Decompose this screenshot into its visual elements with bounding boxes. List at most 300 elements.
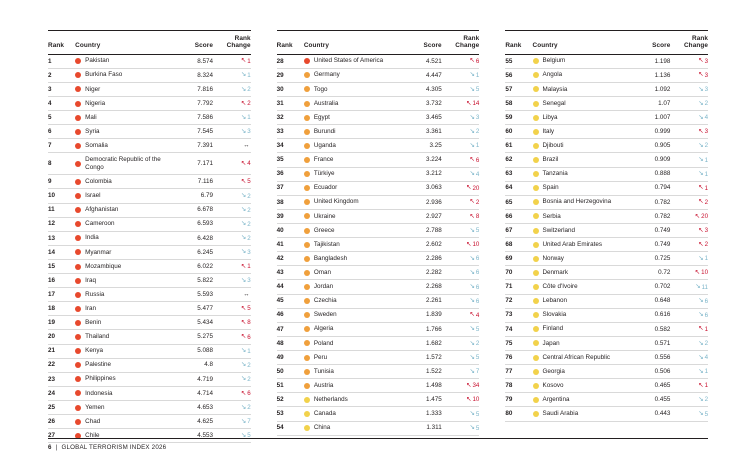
rank-change-value: 10: [472, 241, 480, 249]
cell-rank-change: [442, 195, 480, 209]
cell-score: 0.616: [629, 308, 671, 322]
column-header-rank-change: Rank Change: [442, 31, 480, 55]
rank-change-up-icon: [241, 160, 251, 167]
rank-change-down-icon: [470, 255, 480, 262]
cell-country: [304, 379, 400, 393]
threat-level-dot-icon: [533, 72, 539, 78]
rank-change-down-icon: [698, 396, 708, 403]
cell-country: [304, 209, 400, 223]
cell-rank-change: [442, 252, 480, 266]
cell-country: [75, 68, 171, 82]
threat-level-dot-icon: [75, 264, 81, 270]
cell-rank-change: [213, 189, 251, 203]
country-cell: [533, 297, 629, 305]
cell-rank: 52: [277, 393, 304, 407]
threat-level-dot-icon: [304, 171, 310, 177]
country-cell: [75, 404, 171, 412]
rank-change-up-icon: [241, 58, 251, 65]
rank-change-down-icon: [698, 114, 708, 121]
cell-score: 0.702: [629, 280, 671, 294]
cell-rank: 48: [277, 336, 304, 350]
country-cell: [533, 198, 629, 206]
cell-score: 6.678: [171, 203, 213, 217]
country-name: United Kingdom: [313, 198, 359, 206]
cell-rank: 59: [505, 111, 532, 125]
cell-score: 0.909: [629, 153, 671, 167]
table-row: [48, 401, 251, 415]
cell-score: 1.498: [400, 379, 442, 393]
rank-change-value: 6: [704, 297, 709, 305]
arrow-icon: ↖: [466, 99, 472, 107]
cell-country: [304, 54, 400, 68]
cell-country: [533, 308, 629, 322]
threat-level-dot-icon: [75, 193, 81, 199]
cell-score: 0.506: [629, 365, 671, 379]
country-cell: [75, 375, 171, 383]
threat-level-dot-icon: [75, 115, 81, 121]
country-cell: [533, 170, 629, 178]
cell-rank-change: [213, 316, 251, 330]
cell-country: [75, 415, 171, 429]
rank-change-down-icon: [698, 340, 708, 347]
country-cell: [533, 368, 629, 376]
cell-country: [304, 308, 400, 322]
cell-country: [304, 351, 400, 365]
cell-rank: 78: [505, 379, 532, 393]
country-cell: [304, 255, 400, 263]
country-cell: [533, 128, 629, 136]
cell-rank: 27: [48, 429, 75, 443]
rank-change-down-icon: [698, 368, 708, 375]
cell-rank: 26: [48, 415, 75, 429]
cell-rank: 49: [277, 351, 304, 365]
threat-level-dot-icon: [75, 362, 81, 368]
country-name: Australia: [313, 99, 339, 107]
cell-country: [533, 54, 629, 68]
country-name: Philippines: [85, 375, 116, 383]
table-row: [48, 111, 251, 125]
cell-country: [533, 139, 629, 153]
country-name: Slovakia: [542, 311, 567, 319]
threat-level-dot-icon: [304, 355, 310, 361]
rank-change-down-icon: [470, 425, 480, 432]
rank-change-value: 5: [475, 86, 480, 94]
table-row: [277, 238, 480, 252]
cell-rank: 32: [277, 111, 304, 125]
arrow-icon: ↖: [240, 99, 247, 107]
table-row: [277, 336, 480, 350]
cell-rank: 41: [277, 238, 304, 252]
cell-rank-change: [213, 302, 251, 316]
cell-rank-change: [670, 351, 708, 365]
arrow-icon: ↘: [698, 353, 704, 361]
country-cell: [533, 213, 629, 221]
cell-rank-change: [213, 344, 251, 358]
threat-level-dot-icon: [75, 235, 81, 241]
country-cell: [304, 283, 400, 291]
rank-change-up-icon: [241, 319, 251, 326]
cell-country: [533, 153, 629, 167]
country-name: United States of America: [313, 57, 384, 65]
table-row: [48, 68, 251, 82]
arrow-icon: ↖: [698, 240, 704, 248]
country-name: Nigeria: [85, 99, 106, 107]
rank-change-up-icon: [466, 241, 479, 248]
cell-score: 3.063: [400, 181, 442, 195]
rank-change-value: 2: [475, 128, 480, 136]
country-name: Benin: [85, 318, 102, 326]
cell-rank-change: [670, 125, 708, 139]
arrow-icon: ↘: [240, 361, 247, 369]
country-cell: [304, 128, 400, 136]
cell-rank-change: [442, 82, 480, 96]
country-name: Serbia: [542, 212, 561, 220]
rank-change-value: 1: [475, 142, 480, 150]
column-header-country: Country: [533, 31, 629, 55]
threat-level-dot-icon: [304, 397, 310, 403]
cell-score: 4.305: [400, 82, 442, 96]
rank-change-down-icon: [241, 376, 251, 383]
cell-rank-change: [213, 68, 251, 82]
country-cell: [75, 347, 171, 355]
rank-change-value: 3: [475, 114, 480, 122]
cell-country: [75, 358, 171, 372]
arrow-icon: ↘: [240, 276, 247, 284]
table-row: [48, 274, 251, 288]
rank-change-up-icon: [698, 58, 708, 65]
cell-rank: 63: [505, 167, 532, 181]
country-name: Colombia: [85, 177, 112, 185]
arrow-icon: ↖: [466, 184, 472, 192]
cell-country: [75, 189, 171, 203]
threat-level-dot-icon: [304, 425, 310, 431]
rank-change-value: 1: [247, 263, 251, 271]
cell-rank: 22: [48, 358, 75, 372]
rank-change-down-icon: [241, 418, 251, 425]
rank-change-value: 3: [704, 227, 709, 235]
rank-change-value: 5: [475, 325, 480, 333]
cell-rank: 5: [48, 111, 75, 125]
cell-rank-change: [442, 111, 480, 125]
country-cell: [75, 192, 171, 200]
country-cell: [304, 396, 400, 404]
cell-country: [304, 139, 400, 153]
cell-score: 0.749: [629, 238, 671, 252]
cell-score: 4.8: [171, 358, 213, 372]
cell-country: [533, 111, 629, 125]
rank-change-value: 2: [704, 142, 709, 150]
rank-change-down-icon: [470, 142, 480, 149]
threat-level-dot-icon: [533, 171, 539, 177]
cell-rank-change: [670, 294, 708, 308]
arrow-icon: ↖: [698, 57, 704, 65]
rank-change-value: 3: [247, 248, 251, 256]
threat-level-dot-icon: [75, 207, 81, 213]
rank-change-value: 4: [704, 354, 709, 362]
cell-country: [533, 181, 629, 195]
threat-level-dot-icon: [75, 161, 81, 167]
rank-change-value: 8: [247, 319, 251, 327]
arrow-icon: ↖: [240, 304, 247, 312]
table-row: [505, 280, 708, 294]
cell-score: 6.428: [171, 231, 213, 245]
country-name: Oman: [313, 268, 331, 276]
country-cell: [533, 57, 629, 65]
country-name: Algeria: [313, 325, 334, 333]
cell-rank: 64: [505, 181, 532, 195]
rank-change-value: 20: [701, 213, 709, 220]
country-cell: [75, 71, 171, 79]
cell-country: [533, 97, 629, 111]
country-name: Togo: [313, 85, 328, 93]
cell-rank: 51: [277, 379, 304, 393]
table-row: [48, 372, 251, 386]
cell-country: [304, 181, 400, 195]
arrow-icon: ↘: [469, 268, 475, 276]
footer-page-number: 6: [48, 444, 52, 451]
cell-rank: 24: [48, 386, 75, 400]
threat-level-dot-icon: [304, 72, 310, 78]
cell-rank-change: [442, 308, 480, 322]
arrow-icon: ↘: [698, 311, 704, 319]
cell-country: [533, 280, 629, 294]
threat-level-dot-icon: [533, 411, 539, 417]
rank-change-up-icon: [241, 390, 251, 397]
threat-level-dot-icon: [304, 143, 310, 149]
rank-change-up-icon: [466, 185, 479, 192]
cell-country: [75, 203, 171, 217]
rank-change-up-icon: [470, 312, 480, 319]
threat-level-dot-icon: [75, 348, 81, 354]
rank-change-down-icon: [698, 354, 708, 361]
cell-country: [75, 82, 171, 96]
cell-rank: 11: [48, 203, 75, 217]
cell-score: 6.245: [171, 245, 213, 259]
country-cell: [304, 354, 400, 362]
threat-level-dot-icon: [533, 312, 539, 318]
cell-rank-change: [442, 125, 480, 139]
cell-rank: 44: [277, 280, 304, 294]
rank-change-value: 5: [247, 178, 251, 186]
column-header-score: Score: [400, 31, 442, 55]
rank-change-down-icon: [695, 284, 708, 291]
table-row: [505, 181, 708, 195]
country-name: Georgia: [542, 367, 565, 375]
rank-change-up-icon: [695, 213, 708, 220]
arrow-icon: ↖: [698, 198, 704, 206]
rank-change-same-icon: [243, 292, 250, 298]
cell-score: 4.625: [171, 415, 213, 429]
country-cell: [75, 291, 171, 299]
cell-rank-change: [442, 266, 480, 280]
threat-level-dot-icon: [304, 185, 310, 191]
cell-rank-change: [213, 372, 251, 386]
country-name: Côte d'Ivoire: [542, 283, 578, 291]
cell-country: [304, 167, 400, 181]
table-row: [48, 386, 251, 400]
cell-rank-change: [213, 245, 251, 259]
arrow-icon: ↘: [698, 339, 704, 347]
cell-rank: 61: [505, 139, 532, 153]
threat-level-dot-icon: [533, 129, 539, 135]
rank-change-down-icon: [470, 368, 480, 375]
country-cell: [533, 269, 629, 277]
arrow-icon: ↘: [240, 234, 247, 242]
cell-country: [533, 252, 629, 266]
cell-rank: 3: [48, 82, 75, 96]
cell-score: 0.888: [629, 167, 671, 181]
arrow-icon: ↘: [469, 297, 475, 305]
rank-change-value: 2: [247, 100, 251, 108]
arrow-icon: ↘: [469, 325, 475, 333]
country-name: Thailand: [85, 333, 110, 341]
cell-rank: 15: [48, 259, 75, 273]
rank-change-down-icon: [470, 284, 480, 291]
cell-country: [304, 393, 400, 407]
country-cell: [533, 340, 629, 348]
threat-level-dot-icon: [304, 256, 310, 262]
country-cell: [75, 100, 171, 108]
table-row: [505, 266, 708, 280]
rank-change-value: 8: [475, 213, 480, 220]
cell-country: [304, 111, 400, 125]
arrow-icon: ↖: [240, 318, 247, 326]
cell-rank-change: [213, 97, 251, 111]
threat-level-dot-icon: [304, 115, 310, 121]
country-name: Libya: [542, 113, 558, 121]
threat-level-dot-icon: [75, 306, 81, 312]
cell-rank: 75: [505, 336, 532, 350]
threat-level-dot-icon: [75, 320, 81, 326]
rank-change-value: 3: [247, 128, 251, 136]
country-name: Niger: [85, 85, 101, 93]
table-row: [505, 68, 708, 82]
table-row: [277, 266, 480, 280]
rank-table: [505, 30, 708, 422]
rank-change-up-icon: [470, 213, 480, 220]
country-name: Cameroon: [85, 220, 115, 228]
column-header-rank: Rank: [277, 31, 304, 55]
cell-country: [533, 224, 629, 238]
rank-table-columns: [48, 30, 708, 443]
cell-rank: 2: [48, 68, 75, 82]
rank-change-same-icon: [243, 143, 250, 149]
cell-rank: 68: [505, 238, 532, 252]
cell-rank: 72: [505, 294, 532, 308]
rank-column-1: [48, 30, 251, 443]
country-cell: [533, 311, 629, 319]
country-name: Burkina Faso: [85, 71, 123, 79]
cell-rank: 54: [277, 421, 304, 435]
country-name: Lebanon: [542, 297, 568, 305]
cell-score: 3.224: [400, 153, 442, 167]
cell-score: 1.333: [400, 407, 442, 421]
arrow-icon: ↘: [469, 226, 475, 234]
country-name: Uganda: [313, 142, 336, 149]
table-row: [277, 97, 480, 111]
cell-score: 5.275: [171, 330, 213, 344]
cell-score: 2.268: [400, 280, 442, 294]
arrow-icon: ↔: [243, 142, 250, 150]
threat-level-dot-icon: [75, 179, 81, 185]
rank-change-value: 3: [704, 128, 709, 136]
cell-country: [533, 322, 629, 336]
cell-rank: 73: [505, 308, 532, 322]
cell-country: [533, 379, 629, 393]
arrow-icon: ↘: [469, 71, 475, 79]
rank-change-value: 1: [704, 184, 709, 192]
rank-change-value: 1: [247, 347, 251, 355]
arrow-icon: ↘: [698, 367, 704, 375]
arrow-icon: ↖: [698, 325, 704, 333]
threat-level-dot-icon: [304, 383, 310, 389]
table-row: [505, 224, 708, 238]
rank-change-up-icon: [698, 326, 708, 333]
threat-level-dot-icon: [533, 101, 539, 107]
country-name: Egypt: [313, 113, 330, 121]
cell-score: 1.572: [400, 351, 442, 365]
threat-level-dot-icon: [304, 213, 310, 219]
table-row: [277, 139, 480, 153]
table-row: [505, 97, 708, 111]
rank-change-value: 2: [247, 375, 251, 383]
country-name: Switzerland: [542, 226, 576, 234]
country-name: Poland: [313, 339, 334, 347]
cell-score: 0.905: [629, 139, 671, 153]
cell-rank: 4: [48, 97, 75, 111]
arrow-icon: ↘: [240, 71, 247, 79]
cell-rank: 71: [505, 280, 532, 294]
table-row: [277, 195, 480, 209]
cell-score: 3.732: [400, 97, 442, 111]
country-name: Austria: [313, 381, 334, 389]
cell-score: 4.521: [400, 54, 442, 68]
cell-country: [75, 330, 171, 344]
rank-change-down-icon: [698, 298, 708, 305]
cell-rank: 55: [505, 54, 532, 68]
country-name: Myanmar: [85, 248, 112, 256]
cell-rank-change: [213, 203, 251, 217]
rank-change-value: 3: [704, 86, 709, 94]
arrow-icon: ↖: [466, 395, 472, 403]
rank-table: [48, 30, 251, 443]
cell-country: [75, 97, 171, 111]
country-cell: [75, 57, 171, 65]
country-cell: [75, 319, 171, 327]
rank-change-down-icon: [241, 235, 251, 242]
table-row: [48, 358, 251, 372]
cell-rank-change: [670, 181, 708, 195]
cell-score: 0.648: [629, 294, 671, 308]
country-cell: [533, 71, 629, 79]
column-header-rank-change: Rank Change: [213, 31, 251, 55]
table-row: [48, 54, 251, 68]
table-row: [277, 280, 480, 294]
rank-change-value: 6: [475, 269, 480, 277]
table-row: [505, 308, 708, 322]
table-row: [277, 351, 480, 365]
rank-change-value: 1: [247, 71, 251, 79]
cell-score: 6.79: [171, 189, 213, 203]
cell-rank: 56: [505, 68, 532, 82]
rank-change-up-icon: [241, 178, 251, 185]
arrow-icon: ↖: [466, 381, 472, 389]
country-name: Türkiye: [313, 170, 335, 178]
cell-rank-change: [442, 393, 480, 407]
arrow-icon: ↖: [694, 268, 701, 276]
country-cell: [304, 269, 400, 277]
cell-rank-change: [442, 54, 480, 68]
